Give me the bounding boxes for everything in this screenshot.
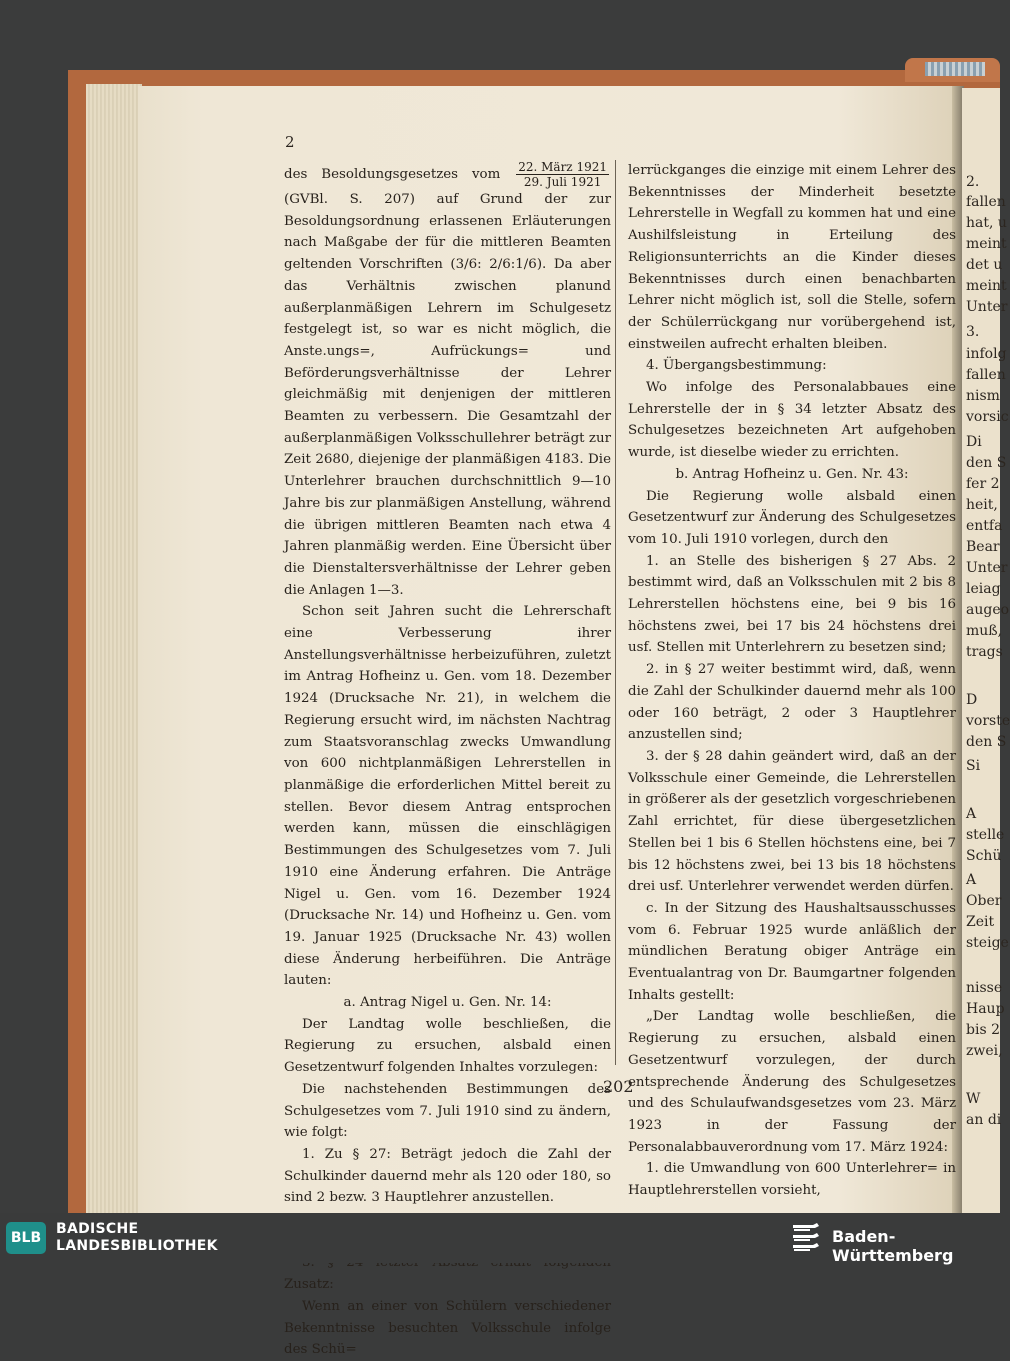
paragraph: c. In der Sitzung des Haushaltsausschusses vom 6. Februar 1925 wurde anläßlich der mündlichen Beratung obiger Anträge ein Eventualantrag von Dr. Baumgartner folgenden Inhalts gestellt: [628,900,956,1003]
next-page-line: Bear [966,539,1000,555]
next-page-line: vorste [966,713,1010,729]
next-page-line: den S [966,455,1007,471]
next-page-line: den S [966,734,1007,750]
library-name-line2: LANDESBIBLIOTHEK [56,1238,218,1254]
next-page-line: Haup [966,1001,1005,1017]
next-page-line: augeo [966,602,1010,618]
next-page-line: Di [966,434,982,450]
library-name[interactable] [56,1221,218,1255]
text-run: (GVBl. [284,192,328,207]
next-page-line: Ober [966,893,1002,909]
next-page-line: an di [966,1112,1002,1128]
page-edges [86,84,142,1213]
next-page-strip [962,88,1010,1213]
fraction-numerator: 22. März 1921 [518,160,607,174]
next-page-line: 2. [966,174,980,190]
section-heading: a. Antrag Nigel u. Gen. Nr. 14: [343,995,552,1011]
paragraph: Die nachstehenden Bestimmungen des Schulgesetzes vom 7. Juli 1910 sind zu ändern, wie folgt: [284,1081,611,1141]
fraction-denominator: 29. Juli 1921 [523,175,602,189]
library-name-line1: BADISCHE [56,1221,139,1237]
paragraph: Schon seit Jahren sucht die Lehrerschaft eine Verbesserung ihrer Anstellungsverhältnisse herbeizuführen, zuletzt im Antrag Hofheinz u. Gen. vom 18. Dezember 1924 (Drucksache Nr. 21), in welchem die Regierung ersucht wird, im nächsten Nachtrag zum Staatsvoranschlag zwecks Umwandlung von 600 nichtplanmäßigen Lehrerstellen in planmäßige die erforderlichen Mittel bereit zu stellen. Bevor diesem Antrag entsprochen werden kann, müssen die einschlägigen Bestimmungen des Schulgesetzes vom 7. Juli 1910 eine Änderung erfahren. Die Anträge Nigel u. Gen. vom 16. Dezember 1924 (Drucksache Nr. 14) und Hofheinz u. Gen. vom 19. Januar 1925 (Drucksache Nr. 43) wollen diese Änderung herbeiführen. Die Anträge lauten: [284,604,611,989]
next-page-line: Si [966,758,981,774]
next-page-line: fer 2 [966,476,1000,492]
next-page-line: heit, [966,497,998,513]
text-run: des Besoldungsgesetzes vom [284,167,501,182]
paragraph: 3. der § 28 dahin geändert wird, daß an der Volksschule einer Gemeinde, die Lehrerstellen in größerer als der gesetzlich vorgeschriebenen Zahl errichtet, für diese übergesetzlichen Stellen bei 1 bis 6 Stellen höchstens eine, bei 7 bis 12 höchstens zwei, bei 13 bis 18 höchstens drei usf. Unterlehrer verwendet werden dürfen. [628,748,956,895]
three-lions-emblem-icon [790,1221,822,1255]
next-page-line: det u [966,257,1003,273]
paragraph: lerrückganges die einzige mit einem Lehrer des Bekenntnisses der Minderheit besetzte Lehrerstelle in Wegfall zu kommen hat und eine Aushilfsleistung in Erteilung des Religionsunterrichts an die Kinder dieses Bekenntnisses durch einen benachbarten Lehrer nicht möglich ist, soll die Stelle, sofern der Schülerrückgang nur vorübergehend ist, einstweilen aufrecht erhalten bleiben. [628,163,956,352]
bookmark-cloth [925,62,985,76]
next-page-line: nism [966,388,1000,404]
next-page-line: trags [966,644,1003,660]
next-page-line: meint [966,236,1007,252]
footer-bar [0,1213,1000,1263]
paragraph: 4. Übergangsbestimmung: [646,358,827,374]
page-number-bottom: 202 [603,1077,634,1096]
paragraph [284,160,611,601]
section-heading: b. Antrag Hofheinz u. Gen. Nr. 43: [675,466,909,482]
next-page-line: Unter [966,299,1008,315]
next-page-line: A [966,872,977,888]
next-page-line: Unter [966,560,1008,576]
paragraph: 1. Zu § 27: Beträgt jedoch die Zahl der Schulkinder dauernd mehr als 120 oder 180, so sind 2 bezw. 3 Hauptlehrer anzustellen. [284,1146,611,1206]
next-page-line: D [966,692,978,708]
next-page-line: infolg [966,346,1007,362]
next-page-line: leiag [966,581,1001,597]
page-number-top: 2 [285,133,295,151]
next-page-line: fallen [966,367,1006,383]
next-page-line: zwei, [966,1043,1003,1059]
text-run: S. 207) auf Grund der zur Besoldungsordnung erlassenen Erläuterungen nach Maßgabe der für die mittleren Beamten geltenden Vorschriften (3/6: 2/6:1/6). Da aber das Verhältnis zwischen planund außerplanmäßigen Lehrern im Schulgesetz festgelegt ist, so war es nicht möglich, die Anste.ungs=, Aufrückungs= und Beförderungsverhältnisse der Lehrer gleichmäßig mit denjenigen der mittleren Beamten zu verbessern. Die Gesamtzahl der außerplanmäßigen Volksschullehrer beträgt zur Zeit 2680, diejenige der planmäßigen 4183. Die Unterlehrer brauchen durchschnittlich 9—10 Jahre bis zur planmäßigen Anstellung, während die übrigen mittleren Beamten nach etwa 4 Jahren planmäßig werden. Eine Übersicht über die Dienstaltersverhältnisse der Lehrer geben die Anlagen 1—3. [284,192,611,598]
paragraph: Wo infolge des Personalabbaues eine Lehrerstelle der in § 34 letzter Absatz des Schulgesetzes bezeichneten Art aufgehoben wurde, ist dieselbe wieder zu errichten. [628,380,956,461]
paragraph: Zusatz: [284,1277,334,1293]
next-page-line: Schü [966,848,1002,864]
paragraph: 2. in § 27 weiter bestimmt wird, daß, wenn die Zahl der Schulkinder dauernd mehr als 100 oder 160 beträgt, 2 oder 3 Hauptlehrer anzustellen sind; [628,662,956,743]
next-page-line: Zeit [966,914,995,930]
next-page-line: stelle [966,827,1005,843]
next-page-line: bis 2 [966,1022,1000,1038]
paragraph: Die Regierung wolle alsbald einen Gesetzentwurf zur Änderung des Schulgesetzes vom 10. Juli 1910 vorlegen, durch den [628,488,956,547]
blb-logo[interactable]: BLB [6,1222,46,1254]
date-fraction [516,160,609,189]
next-page-line: W [966,1091,981,1107]
column-divider [615,160,616,1065]
text-column-right [628,160,956,1202]
next-page-line: A [966,806,977,822]
next-page-line: muß, [966,623,1003,639]
paragraph: Der Landtag wolle beschließen, die Regierung zu ersuchen, alsbald einen Gesetzentwurf folgenden Inhaltes vorzulegen: [284,1016,611,1076]
next-page-line: entfa [966,518,1003,534]
text-column-left [284,160,611,1361]
next-page-line: steige [966,935,1009,951]
paragraph: „Der Landtag wolle beschließen, die Regierung zu ersuchen, alsbald einen Gesetzentwurf vorzulegen, der durch entsprechende Änderung des Schulgesetzes und des Schulaufwandsgesetzes vom 23. März 1923 in der Fassung der Personalabbauverordnung vom 17. März 1924: [628,1009,956,1155]
next-page-line: fallen [966,194,1006,210]
next-page-line: vorsic [966,409,1009,425]
paragraph: Wenn an einer von Schülern verschiedener Bekenntnisse besuchten Volksschule infolge des Schü= [284,1298,611,1358]
next-page-line: nisse [966,980,1003,996]
next-page-line: 3. [966,324,980,340]
next-page-line: meint [966,278,1007,294]
next-page-line: hat, u [966,215,1007,231]
paragraph: 1. an Stelle des bisherigen § 27 Abs. 2 bestimmt wird, daß an Volksschulen mit 2 bis 8 Lehrerstellen höchstens eine, bei 9 bis 16 höchstens zwei, bei 17 bis 24 höchstens drei usf. Stellen mit Unterlehrern zu besetzen sind; [628,553,956,656]
paragraph: 1. die Umwandlung von 600 Unterlehrer= in Hauptlehrerstellen vorsieht, [628,1161,956,1199]
partner-name[interactable]: Baden-Württemberg [832,1227,954,1265]
